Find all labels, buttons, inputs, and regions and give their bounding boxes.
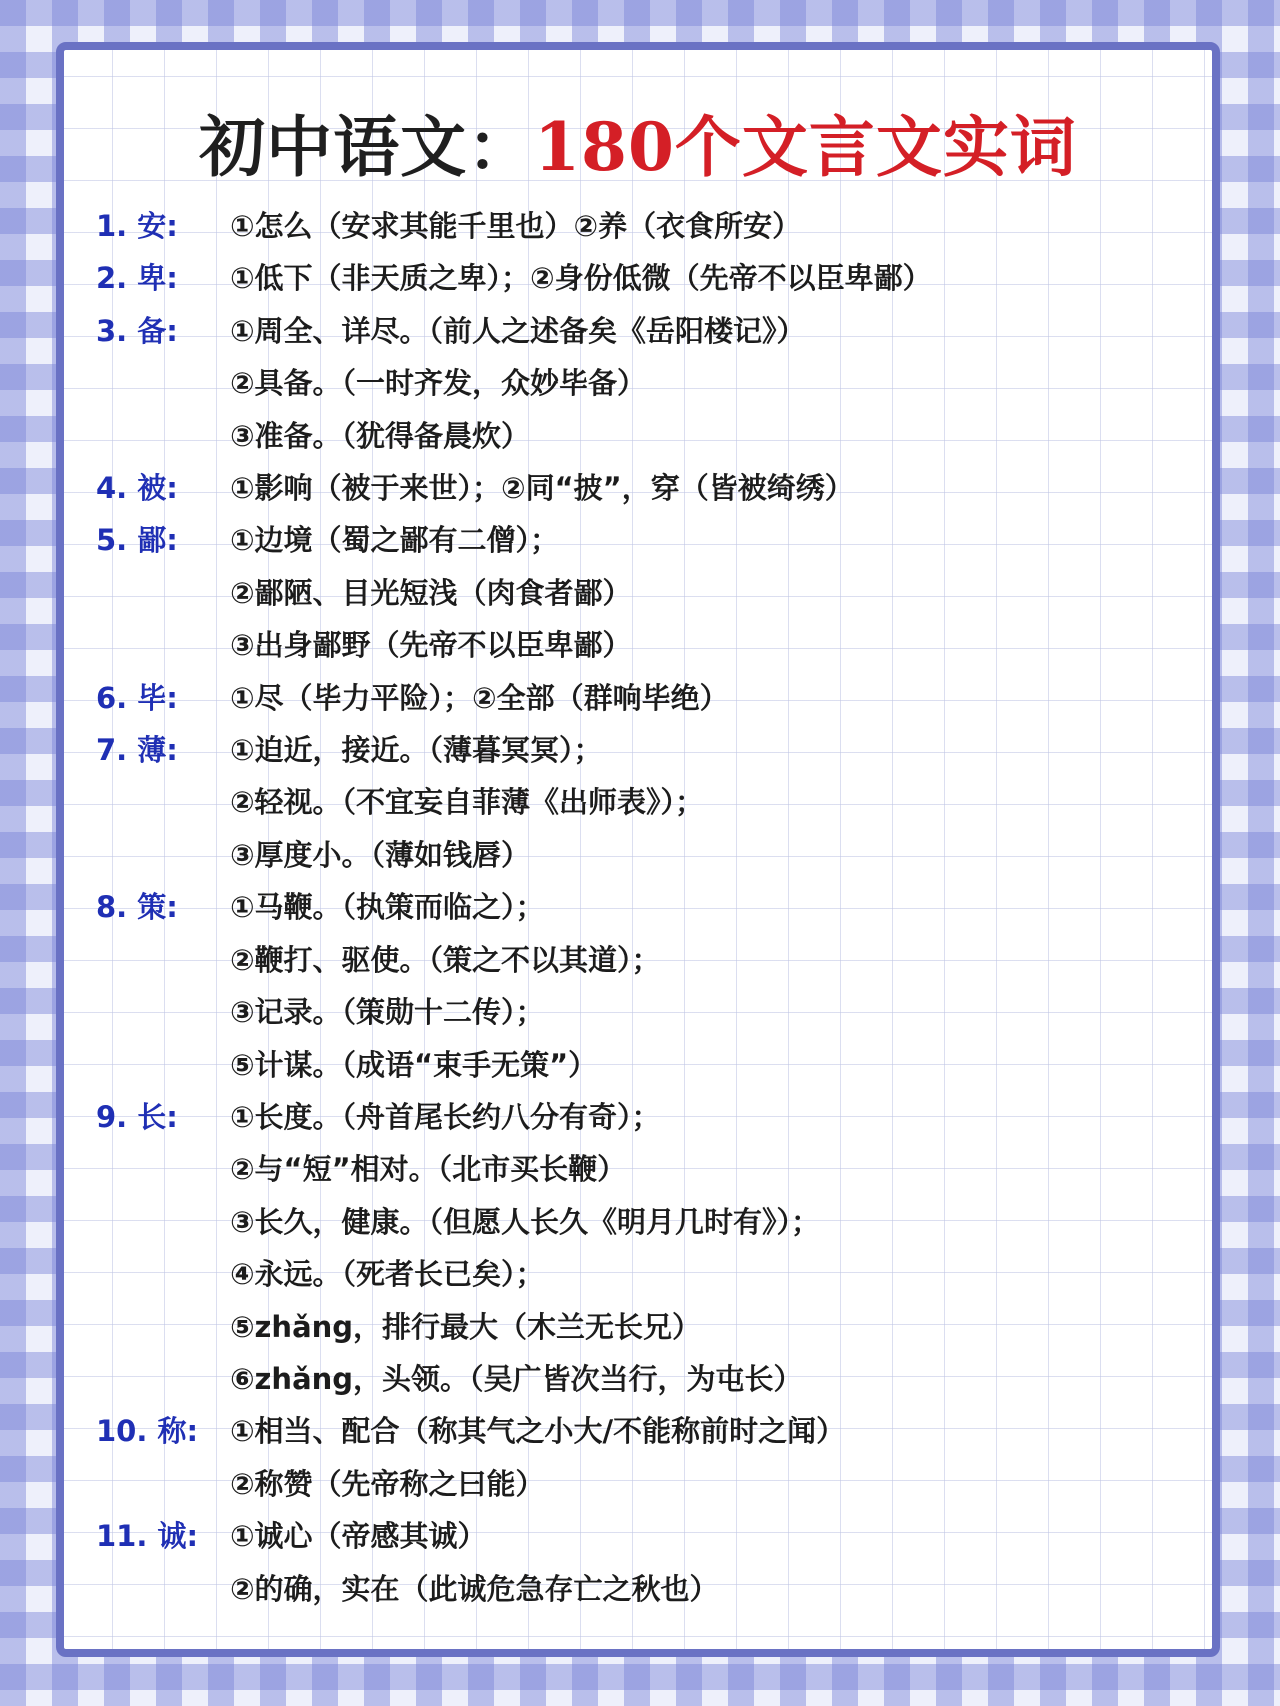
- title-main: 初中语文：: [199, 108, 535, 186]
- entry: [96, 1510, 1196, 1615]
- entry: [96, 305, 1196, 462]
- entry-senses: [230, 881, 1196, 1091]
- sense-line: ②鞭打、驱使。（策之不以其道）；: [230, 942, 661, 977]
- entry-senses: [230, 1091, 1196, 1405]
- entry-list: [96, 200, 1196, 1615]
- entry-senses: [230, 305, 1196, 462]
- entry: [96, 514, 1196, 671]
- entry: [96, 724, 1196, 881]
- page-title: [64, 102, 1212, 192]
- sense-line: ③厚度小。（薄如钱唇）: [230, 837, 531, 872]
- entry-headword: 1. 安:: [96, 209, 178, 243]
- sense-line: ①长度。（舟首尾长约八分有奇）；: [230, 1099, 661, 1134]
- sense-line: ⑤zhǎng，排行最大（木兰无长兄）: [230, 1309, 702, 1344]
- sense-line: ③准备。（犹得备晨炊）: [230, 418, 531, 453]
- entry-headword: 11. 诚:: [96, 1519, 199, 1554]
- sense-line: ①边境（蜀之鄙有二僧）；: [230, 523, 560, 558]
- sense-line: ②的确，实在（此诚危急存亡之秋也）: [230, 1571, 719, 1606]
- entry-headword: 10. 称:: [96, 1414, 199, 1449]
- sense-line: ①低下（非天质之卑）；②身份低微（先帝不以臣卑鄙）: [230, 261, 932, 296]
- sense-line: ①马鞭。（执策而临之）；: [230, 890, 545, 925]
- sense-line: ①相当、配合（称其气之小大/不能称前时之闻）: [230, 1414, 846, 1449]
- entry: [96, 462, 1196, 514]
- sense-line: ②与“短”相对。（北市买长鞭）: [230, 1152, 627, 1187]
- entry-senses: [230, 462, 1196, 514]
- entry: [96, 1091, 1196, 1405]
- entry: [96, 881, 1196, 1091]
- entry-senses: [230, 200, 1196, 252]
- sense-line: ①尽（毕力平险）；②全部（群响毕绝）: [230, 680, 729, 715]
- sense-line: ②轻视。（不宜妄自菲薄《出师表》）；: [230, 785, 705, 820]
- sense-line: ②称赞（先帝称之曰能）: [230, 1466, 545, 1501]
- entry-headword: 9. 长:: [96, 1099, 178, 1134]
- entry-headword: 5. 鄙:: [96, 523, 178, 558]
- entry: [96, 1405, 1196, 1510]
- sense-line: ②鄙陋、目光短浅（肉食者鄙）: [230, 575, 632, 610]
- note-card: [56, 42, 1220, 1657]
- sense-line: ④永远。（死者长已矣）；: [230, 1257, 545, 1292]
- sense-line: ⑤计谋。（成语“束手无策”）: [230, 1047, 598, 1082]
- sense-line: ①诚心（帝感其诚）: [230, 1519, 487, 1554]
- sense-line: ③出身鄙野（先帝不以臣卑鄙）: [230, 628, 632, 663]
- sense-line: ⑥zhǎng，头领。（吴广皆次当行，为屯长）: [230, 1361, 803, 1396]
- entry-senses: [230, 252, 1196, 304]
- title-highlight: 180个文言文实词: [534, 108, 1077, 186]
- entry-headword: 4. 被:: [96, 471, 178, 506]
- entry-headword: 2. 卑:: [96, 261, 178, 296]
- entry-headword: 6. 毕:: [96, 680, 178, 715]
- sense-line: ①迫近，接近。（薄暮冥冥）；: [230, 733, 603, 768]
- entry: [96, 672, 1196, 724]
- entry-headword: 8. 策:: [96, 890, 178, 925]
- sense-line: ③长久，健康。（但愿人长久《明月几时有》）；: [230, 1204, 821, 1239]
- entry-senses: [230, 724, 1196, 881]
- entry-senses: [230, 672, 1196, 724]
- entry: [96, 200, 1196, 252]
- entry-headword: 7. 薄:: [96, 733, 178, 768]
- entry: [96, 252, 1196, 304]
- sense-line: ①影响（被于来世）；②同“披”，穿（皆被绮绣）: [230, 471, 854, 506]
- entry-headword: 3. 备:: [96, 313, 178, 348]
- entry-senses: [230, 1405, 1196, 1510]
- sense-line: ②具备。（一时齐发，众妙毕备）: [230, 366, 647, 401]
- sense-line: ③记录。（策勋十二传）；: [230, 995, 545, 1030]
- sense-line: ①周全、详尽。（前人之述备矣《岳阳楼记》）: [230, 313, 806, 348]
- entry-senses: [230, 1510, 1196, 1615]
- entry-senses: [230, 514, 1196, 671]
- sense-line: ①怎么（安求其能千里也）②养（衣食所安）: [230, 209, 802, 243]
